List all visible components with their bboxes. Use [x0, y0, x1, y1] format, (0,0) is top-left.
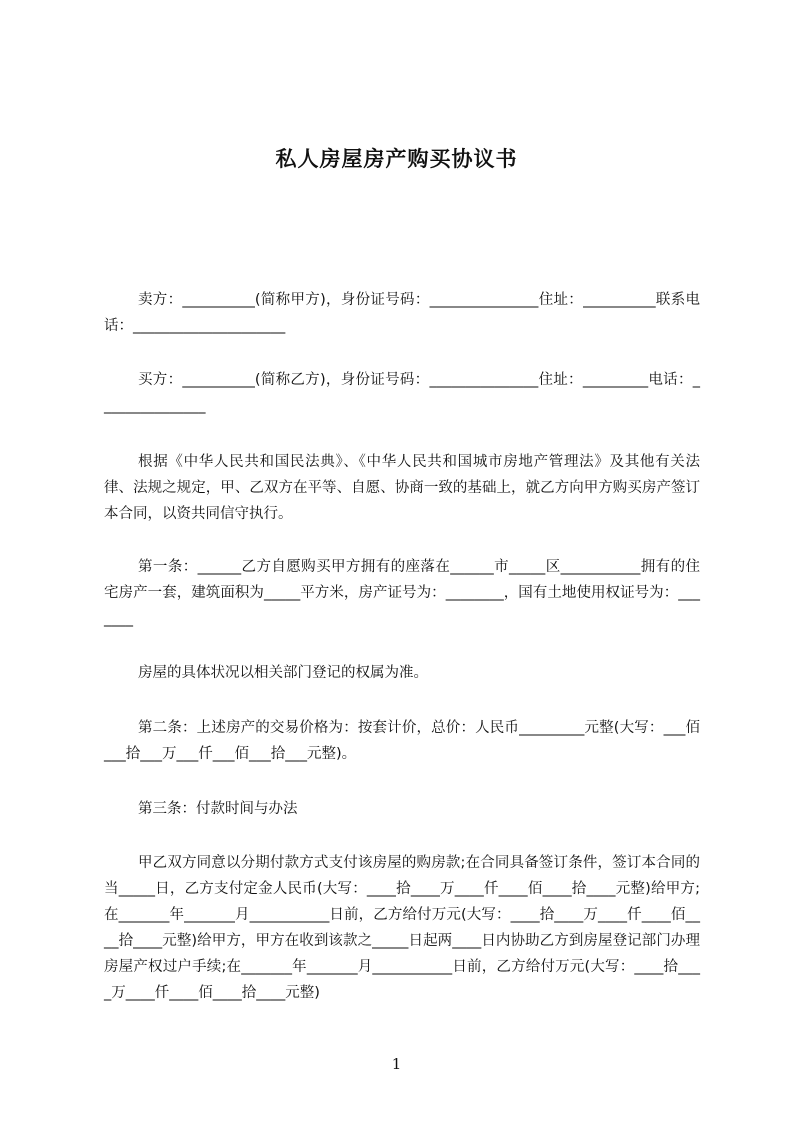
article-3-heading: 第三条：付款时间与办法	[138, 801, 298, 817]
preamble-paragraph: 根据《中华人民共和国民法典》、《中华人民共和国城市房地产管理法》及其他有关法律、法规之规定，甲、乙双方在平等、自愿、协商一致的基础上，就乙方向甲方购买房产签订本合同，以资共同信守执行。	[104, 454, 700, 522]
article-3-body: 甲乙双方同意以分期付款方式支付该房屋的购房款;在合同具备签订条件，签订本合同的当_____日，乙方支付定金人民币(大写：____拾____万____仟____佰____拾____元整)给甲方;在_______年_______月___________日前，乙方给付万元(大写：____拾____万____仟____佰____拾____元整)给甲方，甲方在收到该款之_____日起两____日内协助乙方到房屋登记部门办理房屋产权过户手续;在_______年_______月___________日前，乙方给付万元(大写：____拾____万____仟____佰____拾____元整)	[104, 855, 700, 1001]
article-2-paragraph: 第二条：上述房产的交易价格为：按套计价，总价：人民币_________元整(大写：___佰___拾___万___仟___佰___拾___元整)。	[104, 720, 700, 762]
page-title: 私人房屋房产购买协议书	[275, 147, 518, 171]
buyer-paragraph: 买方：__________(简称乙方)，身份证号码：_______________住址：_________电话：_______________	[104, 372, 700, 414]
page-number: 1	[391, 1055, 402, 1073]
property-status-note: 房屋的具体状况以相关部门登记的权属为准。	[138, 665, 428, 681]
article-1-paragraph: 第一条：______乙方自愿购买甲方拥有的座落在______市_____区___________拥有的住宅房产一套，建筑面积为_____平方米，房产证号为：________，国有土地使用权证号为：_______	[104, 559, 700, 627]
seller-paragraph: 卖方：__________(简称甲方)，身份证号码：_______________住址：__________联系电话：_____________________	[104, 292, 700, 334]
